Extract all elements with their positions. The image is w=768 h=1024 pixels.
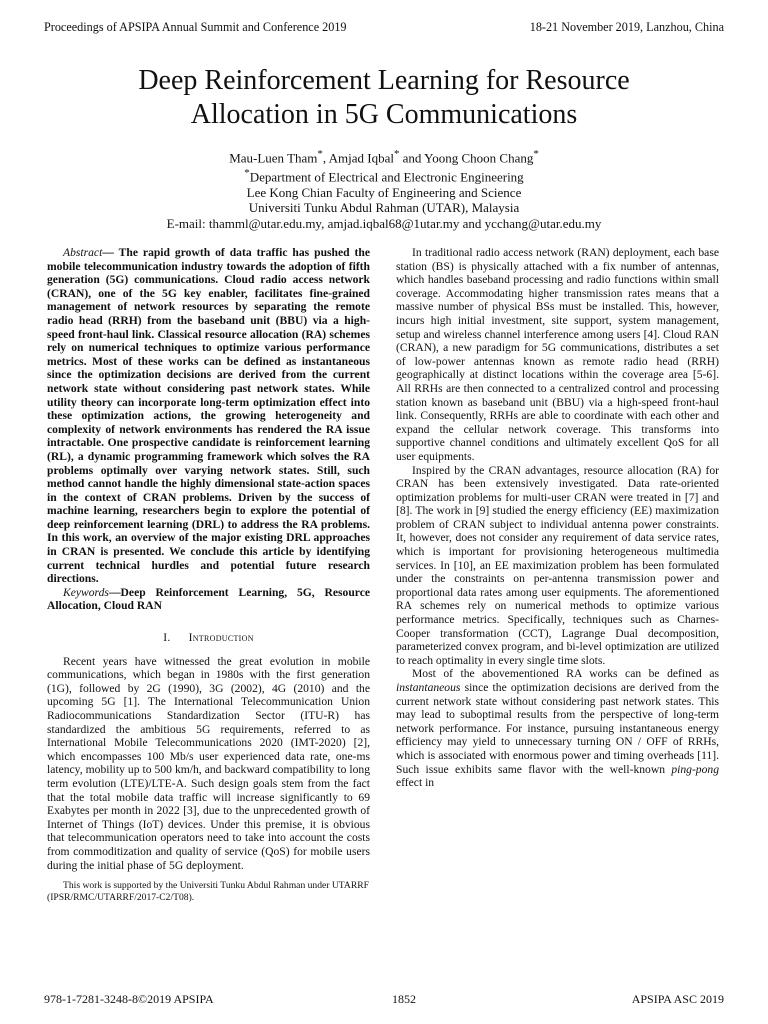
abstract: Abstract— The rapid growth of data traffic has pushed the mobile telecommunication industry towards the adoption of fifth generation (5G) communications. Cloud radio access network (CRAN), one of the 5G key enabler, facilitates fine-grained management of network resources by separating the remote radio head (RRH) from the baseband unit (BBU) via a high-speed front-haul link. Classical resource allocation (RA) schemes rely on numerical techniques to optimize various performance metrics. Most of these works can be defined as instantaneous since the optimization decisions are derived from the current network state without considering past network states. While utility theory can incorporate long-term optimization effect into these optimization actions, the growing heterogeneity and complexity of network environments has rendered the RA issue intractable. One prospective candidate is reinforcement learning (RL), a dynamic programming framework which solves the RA problems optimally over varying network states. Still, such method cannot handle the highly dimensional state-action spaces in the context of CRAN problems. Driven by the success of machine learning, researchers begin to explore the potential of deep reinforcement learning (DRL) to address the RA problems. In this work, an overview of the major existing DRL approaches in CRAN is presented. We conclude this article by identifying current technical hurdles and potential future research directions.	[47, 246, 370, 586]
affiliation-university: Universiti Tunku Abdul Rahman (UTAR), Malaysia	[248, 200, 520, 216]
affiliation-department: *Department of Electrical and Electronic Engineering	[244, 166, 524, 185]
page-number: 1852	[392, 992, 416, 1006]
right-paragraph-1: In traditional radio access network (RAN) deployment, each base station (BS) is physically attached with a fix number of antennas, which handles baseband processing and radio functions within small coverage. Accommodating higher transmission rates means that a massive number of physical BSs must be installed. This, however, incurs high initial investment, site support, system management, setup and wireless channel interference among users [4]. Cloud RAN (CRAN), a new paradigm for 5G communications, distributes a set of low-power antennas known as remote radio head (RRH) geographically at distinct locations within the coverage area [5-6]. All RRHs are then connected to a centralized control and processing station known as baseband unit (BBU) via a high-speed front-haul link. Consequently, RRHs are able to coordinate with each other and expand the cellular network coverage. This transforms into supportive channel conditions and ultimately excellent QoS for all user equipments.	[396, 246, 719, 463]
title-line-1: Deep Reinforcement Learning for Resource	[138, 65, 630, 96]
page-footer	[44, 992, 724, 1008]
title-line-2: Allocation in 5G Communications	[190, 99, 578, 130]
right-paragraph-2: Inspired by the CRAN advantages, resource allocation (RA) for CRAN has been extensively investigated. Data rate-oriented optimization problems for multi-user CRAN were treated in [7] and [8]. The work in [9] studied the energy efficiency (EE) maximization problem of CRAN subject to individual antenna power constraints. It, however, does not consider any requirement of data service rates, which is important for provisioning heterogeneous multimedia services. In [10], an EE maximization problem has been formulated under the constraints on per-antenna transmission power and proportional data rates among user equipments. The aforementioned RA schemes rely on numerical methods to optimize various performance metrics. Specifically, techniques such as Charnes-Cooper transformation (CCT), Lagrange Dual decomposition, parameterized convex program, and bi-level optimization are utilized to reach optimality in every single time slots.	[396, 463, 719, 667]
right-paragraph-3: Most of the abovementioned RA works can be defined as instantaneous since the optimization decisions are derived from the current network state without considering past network states. This may lead to suboptimal results from the perspective of long-term network performance. For instance, pursuing instantaneous energy efficiency may yield to unnecessary turning ON / OFF of RRHs, which is associated with enormous power and timing overheads [11]. Such issue exhibits same flavor with the well-known ping-pong effect in	[396, 667, 719, 790]
author-names: Mau-Luen Tham*, Amjad Iqbal* and Yoong Choon Chang*	[229, 148, 539, 166]
funding-footnote: This work is supported by the Universiti Tunku Abdul Rahman under UTARRF (IPSR/RMC/UTARRF/2017-C2/T08).	[47, 880, 369, 903]
right-column	[396, 246, 719, 790]
intro-paragraph-1: Recent years have witnessed the great evolution in mobile communications, which began in 1980s with the first generation (1G), followed by 2G (1990), 3G (2002), 4G (2010) and the upcoming 5G [1]. The International Telecommunication Union Radiocommunications Standardization Sector (ITU-R) has standardized the ambitious 5G requirements, referred to as International Mobile Telecommunications 2020 (IMT-2020) [2], which encompasses 100 Mb/s user experienced data rate, one-ms latency, mobility up to 500 km/h, and backward compatibility to long term evolution (LTE)/LTE-A. Such design goals stem from the fact that the total mobile data traffic will increase significantly to 69 Exabytes per month in 2022 [3], due to the unprecedented growth of Internet of Things (IoT) devices. Under this premise, it is obvious that telecommunication operators need to take into account the costs from commoditization and quality of service (QoS) for mobile users during the initial phase of 5G deployment.	[47, 654, 370, 872]
paper-title	[60, 64, 708, 132]
affiliation-faculty: Lee Kong Chian Faculty of Engineering and Science	[246, 184, 522, 200]
conference-abbrev: APSIPA ASC 2019	[631, 992, 724, 1006]
isbn-copyright: 978-1-7281-3248-8©2019 APSIPA	[44, 992, 214, 1006]
conference-name: Proceedings of APSIPA Annual Summit and Conference 2019	[44, 20, 347, 34]
conference-date-location: 18-21 November 2019, Lanzhou, China	[529, 20, 724, 34]
author-emails: E-mail: thamml@utar.edu.my, amjad.iqbal68@1utar.my and ycchang@utar.edu.my	[166, 215, 602, 231]
left-column	[47, 246, 370, 872]
keywords: Keywords—Deep Reinforcement Learning, 5G, Resource Allocation, Cloud RAN	[47, 585, 370, 613]
author-block	[40, 147, 728, 231]
section-heading-introduction: I. Introduction	[163, 631, 254, 645]
running-header	[44, 20, 724, 38]
